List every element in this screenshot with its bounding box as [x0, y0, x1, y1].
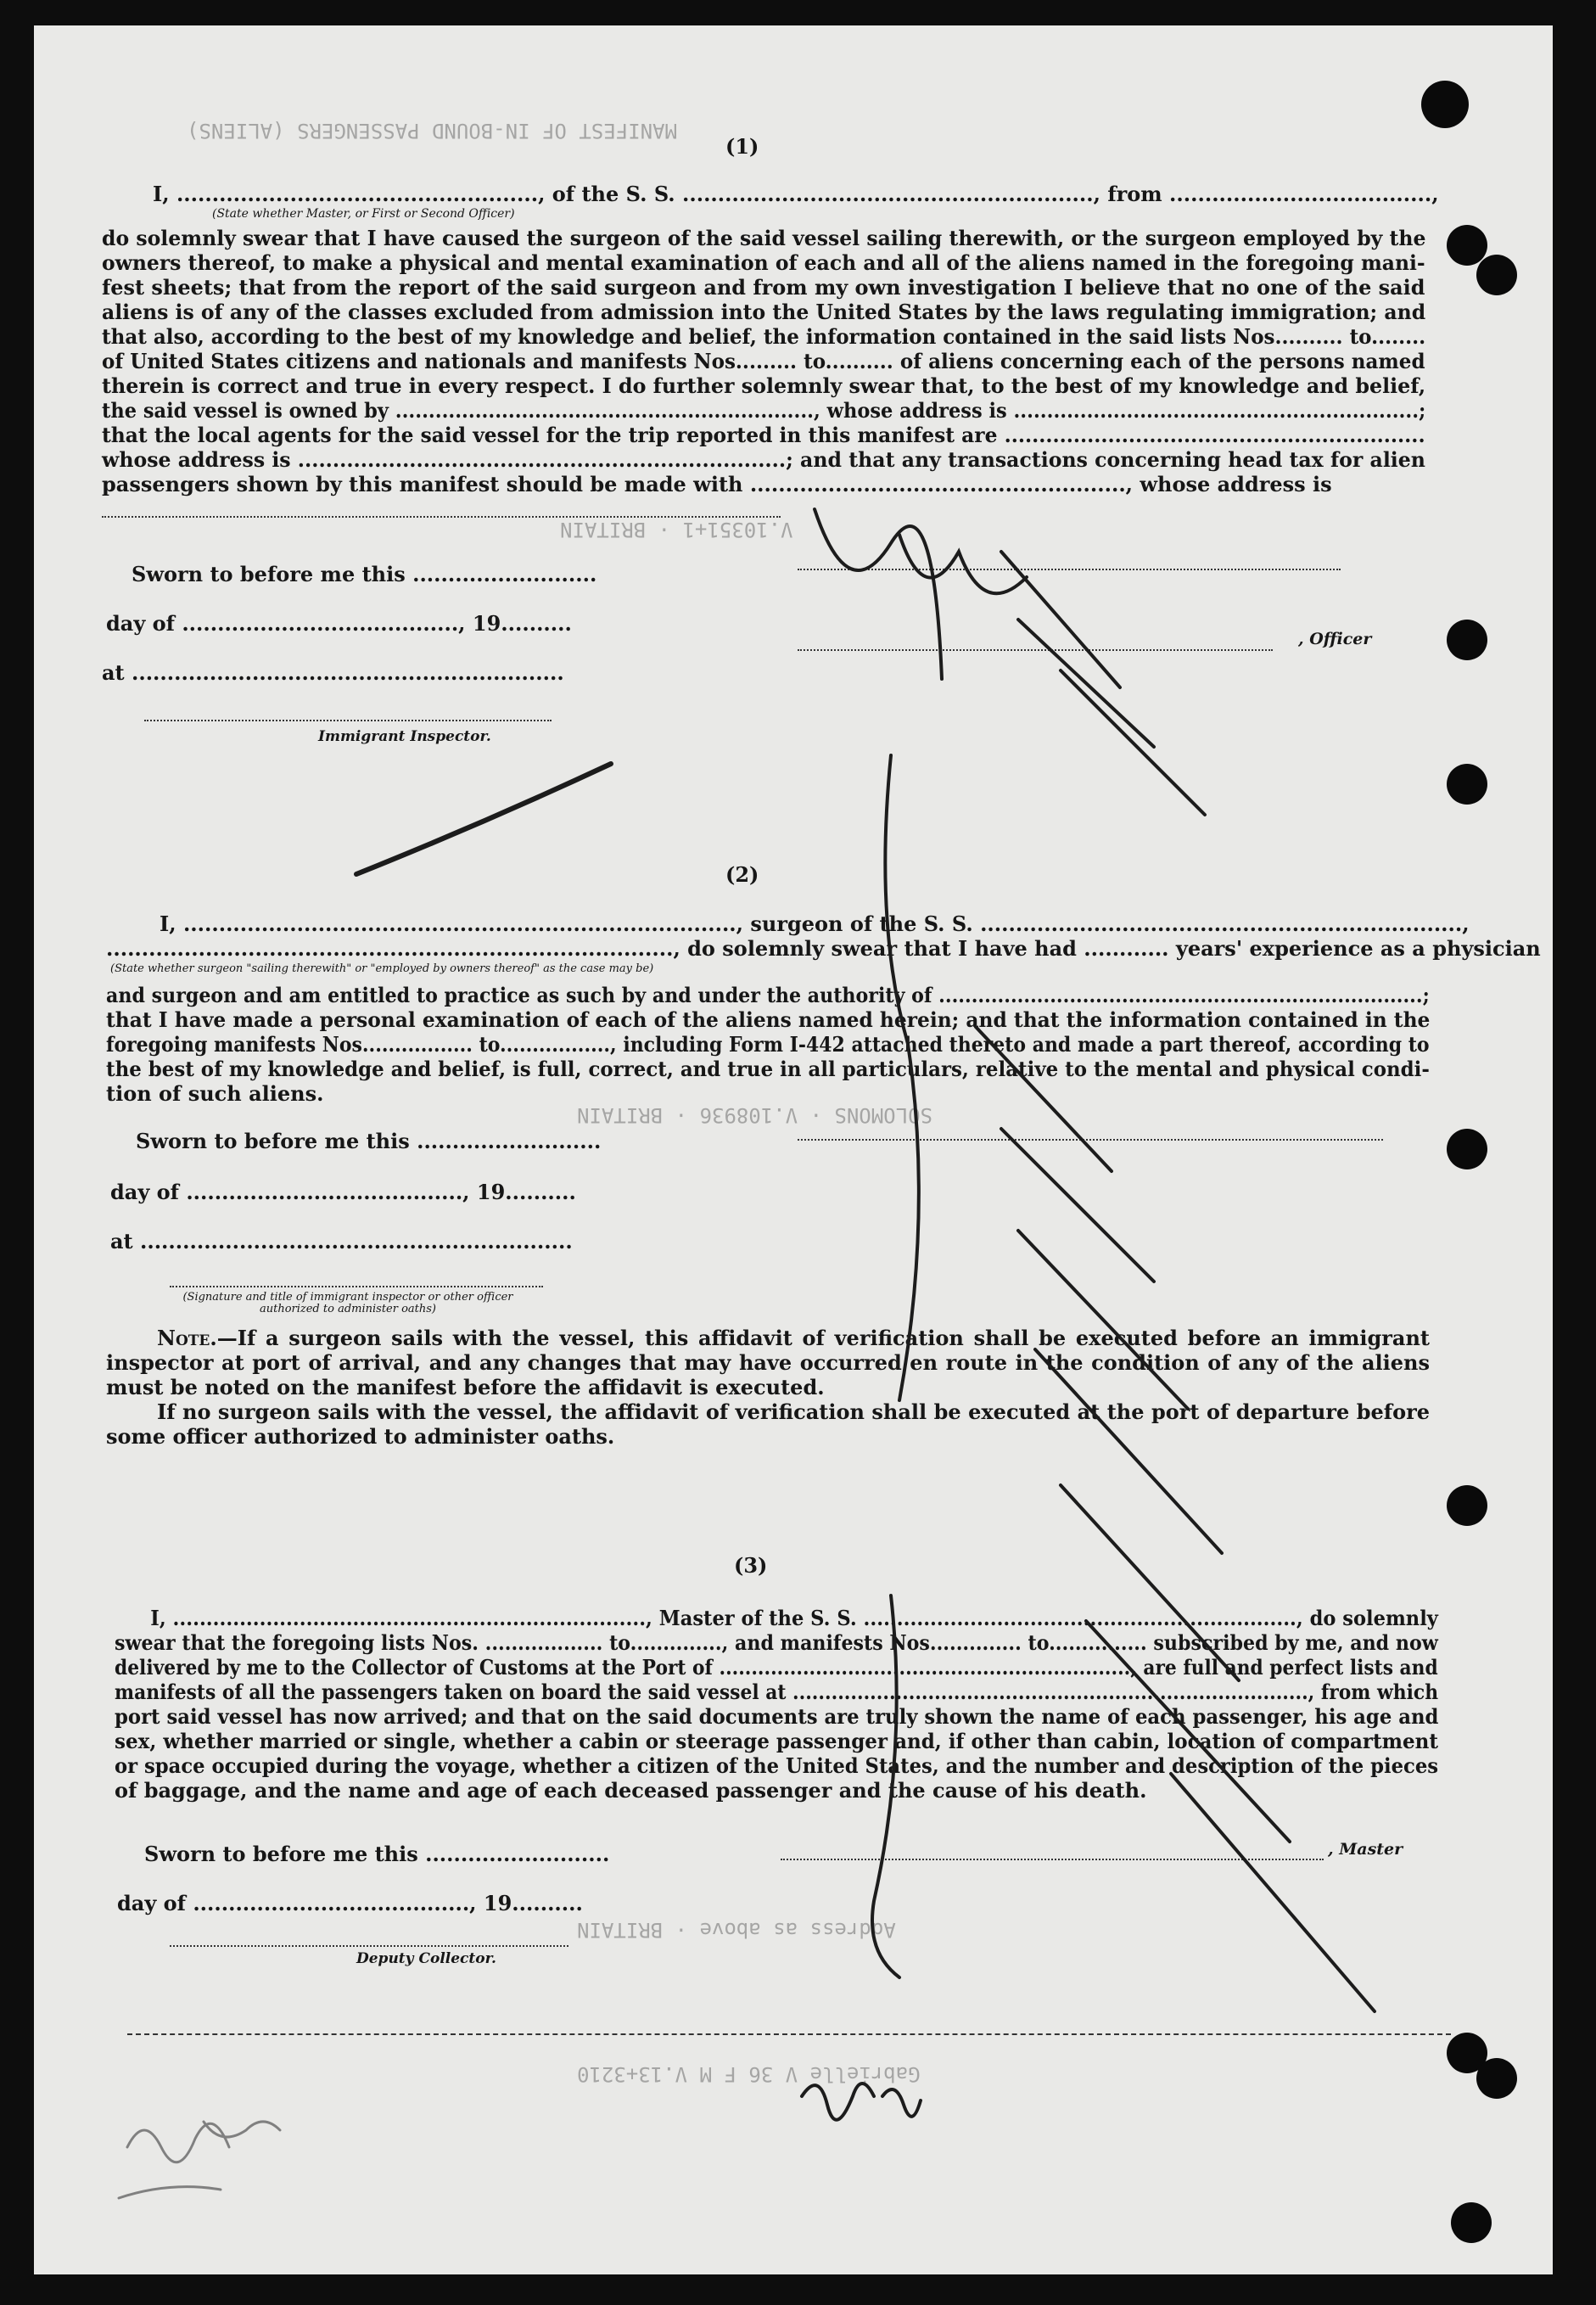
officer-caption: , Officer	[1298, 630, 1372, 648]
faded-signature	[127, 2123, 229, 2162]
handwritten-marks	[34, 25, 1553, 2274]
pen-stroke	[1035, 1349, 1290, 1842]
body-line: the best of my knowledge and belief, is full, correct, and true in all particulars, relative to the mental and physical condi-	[106, 1057, 1430, 1081]
section-3-number: (3)	[734, 1553, 768, 1578]
bleed-through-text: Gabrielle V 36 F M V.13+3210	[577, 2062, 921, 2086]
section-2-number: (2)	[725, 862, 759, 887]
section-1-oath-line: I, ..................................................., of the S. S. .........................................................., from .....................................,	[153, 182, 1439, 206]
body-line: tion of such aliens.	[106, 1081, 324, 1106]
section-3-sworn: Sworn to before me this ..........................	[144, 1842, 610, 1866]
body-line: fest sheets; that from the report of the said surgeon and from my own investigation I believe that no one of the said	[102, 275, 1425, 300]
pen-stroke	[815, 509, 942, 679]
body-line: sex, whether married or single, whether a cabin or steerage passenger and, if other than cabin, location of compartment	[115, 1729, 1439, 1753]
section-1-oath-caption: (State whether Master, or First or Second Officer)	[212, 207, 515, 221]
manifest-back-page	[34, 25, 1553, 2274]
pen-stroke	[882, 2089, 921, 2117]
body-line: owners thereof, to make a physical and mental examination of each and all of the aliens named in the foregoing mani-	[102, 250, 1425, 275]
body-line: therein is correct and true in every respect. I do further solemnly swear that, to the best of my knowledge and belief,	[102, 373, 1426, 398]
deputy-caption: Deputy Collector.	[356, 1950, 496, 1967]
body-line: and surgeon and am entitled to practice as such by and under the authority of ..........................................................................;	[106, 983, 1430, 1007]
pen-stroke	[885, 755, 919, 1400]
body-line: that I have made a personal examination of each of the aliens named herein; and that the information contained in the	[106, 1007, 1431, 1032]
inspector-caption: Immigrant Inspector.	[318, 728, 491, 745]
body-line: delivered by me to the Collector of Customs at the Port of ................................................................, are full and perfect lists and	[115, 1655, 1438, 1680]
body-line: that also, according to the best of my knowledge and belief, the information contained in the said lists Nos.......... to........	[102, 324, 1426, 349]
section-2-day-of: day of ......................................., 19..........	[110, 1180, 576, 1204]
body-line: aliens is of any of the classes excluded from admission into the United States by the laws regulating immigration; and	[102, 300, 1426, 324]
section-3-day-of: day of ......................................., 19..........	[117, 1891, 583, 1915]
section-2-line-1: I, .............................................................................., surgeon of the S. S. ....................................................................,	[160, 911, 1470, 936]
bleed-through-text: SOLOMONS · V.108936 · BRITAIN	[577, 1103, 933, 1127]
body-line: or space occupied during the voyage, whether a citizen of the United States, and the number and description of the pieces	[115, 1753, 1439, 1778]
pen-stroke	[802, 2083, 874, 2120]
master-caption: , Master	[1328, 1840, 1403, 1859]
section-2-sworn: Sworn to before me this ..........................	[136, 1129, 602, 1153]
body-line: manifests of all the passengers taken on board the said vessel at ................................................................................, from which	[115, 1680, 1439, 1704]
body-line: of United States citizens and nationals and manifests Nos......... to.......... of aliens concerning each of the persons named	[102, 349, 1425, 373]
section-2-at: at .............................................................	[110, 1229, 573, 1253]
note-label: Note.	[157, 1326, 217, 1350]
body-line: the said vessel is owned by ..............................................................., whose address is .............................................................;	[102, 398, 1426, 423]
pen-stroke	[1001, 552, 1205, 815]
body-line: port said vessel has now arrived; and that on the said documents are truly shown the name of each passenger, his age and	[115, 1704, 1439, 1729]
body-line: passengers shown by this manifest should be made with ....................................................., whose address is	[102, 472, 1332, 496]
body-line: foregoing manifests Nos................. to................., including Form I-442 attached thereto and made a part thereof, according to	[106, 1032, 1430, 1057]
section-2-caption: (State whether surgeon "sailing therewith" or "employed by owners thereof" as the case may be)	[110, 962, 654, 975]
body-line: that the local agents for the said vessel for the trip reported in this manifest are .............................................................	[102, 423, 1425, 447]
section-1-day-of: day of ......................................., 19..........	[106, 611, 572, 636]
faded-signature	[119, 2187, 221, 2198]
pen-stroke	[899, 535, 1027, 593]
bleed-through-text: MANIFEST OF IN-BOUND PASSENGERS (ALIENS)	[187, 119, 677, 143]
section-2-sig-caption: (Signature and title of immigrant inspector or other officer authorized to administer oaths)	[182, 1291, 513, 1315]
body-line: swear that the foregoing lists Nos. .................. to.............., and manifests Nos.............. to............... subscribed by me, and now	[115, 1630, 1438, 1655]
pen-stroke	[872, 1596, 899, 1977]
section-1-at: at .............................................................	[102, 660, 564, 685]
note-text-2: If no surgeon sails with the vessel, the affidavit of verification shall be executed at the port of departure before some officer authorized to administer oaths.	[106, 1399, 1430, 1449]
section-2-line-2: ................................................................................, do solemnly swear that I have had ............ years' experience as a physician	[106, 936, 1541, 961]
bleed-through-text: V.10351+1 · BRITAIN	[560, 518, 793, 541]
body-line: I, ......................................................................., Master of the S. S. ................................................................., do solemnly	[150, 1606, 1438, 1630]
note-text-1: —If a surgeon sails with the vessel, this affidavit of verification shall be executed before an immigrant inspector at port of arrival, and any changes that may have occurred en route in the condition of any of the aliens must be noted on the manifest before the affidavit is executed.	[106, 1326, 1430, 1399]
pen-stroke	[1171, 1774, 1375, 2011]
pen-stroke	[356, 764, 611, 874]
body-line: of baggage, and the name and age of each deceased passenger and the cause of his death.	[115, 1778, 1147, 1803]
body-line: do solemnly swear that I have caused the surgeon of the said vessel sailing therewith, or the surgeon employed by the	[102, 226, 1426, 250]
body-line: whose address is ......................................................................; and that any transactions concerning head tax for alien	[102, 447, 1425, 472]
pen-stroke	[976, 1027, 1188, 1409]
section-1-number: (1)	[725, 134, 759, 159]
bleed-through-text: Address as above · BRITAIN	[577, 1918, 896, 1942]
section-1-sworn: Sworn to before me this ..........................	[132, 562, 597, 586]
